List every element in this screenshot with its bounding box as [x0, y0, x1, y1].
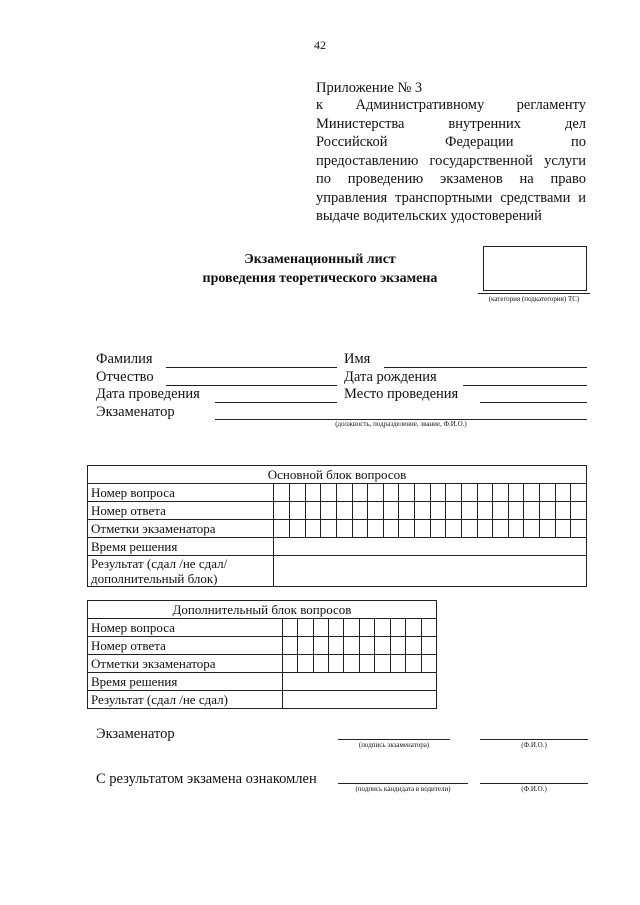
- row-label: Отметки экзаменатора: [88, 520, 274, 538]
- exam-date-field[interactable]: [215, 388, 337, 403]
- row-label: Номер вопроса: [88, 484, 274, 502]
- exam-place-label: Место проведения: [344, 386, 459, 402]
- row-label: Результат (сдал /не сдал): [88, 691, 283, 709]
- table-row: [88, 637, 437, 655]
- table-row: [88, 556, 587, 587]
- result-cell[interactable]: [274, 556, 587, 587]
- candidate-fio-line[interactable]: [480, 783, 588, 784]
- surname-label: Фамилия: [96, 351, 153, 367]
- row-label: Время решения: [88, 538, 274, 556]
- row-label: Номер ответа: [88, 637, 283, 655]
- extra-block-header: Дополнительный блок вопросов: [88, 601, 437, 619]
- result-cell[interactable]: [282, 691, 436, 709]
- category-box[interactable]: [483, 246, 587, 291]
- patronymic-field[interactable]: [166, 371, 337, 386]
- name-field[interactable]: [384, 353, 587, 368]
- exam-place-field[interactable]: [480, 388, 587, 403]
- examiner-signature-line[interactable]: [338, 739, 450, 740]
- row-label: Время решения: [88, 673, 283, 691]
- table-row: [88, 691, 437, 709]
- candidate-sign-caption: (подпись кандидата в водители): [355, 785, 451, 793]
- annex-line: к Административному регламенту: [316, 97, 586, 113]
- surname-field[interactable]: [166, 353, 337, 368]
- patronymic-label: Отчество: [96, 369, 154, 385]
- annex-line: по проведению экзаменов на право: [316, 171, 586, 187]
- table-row: [88, 538, 587, 556]
- annex-body: [316, 96, 586, 226]
- page-number: 42: [314, 38, 326, 52]
- birth-date-label: Дата рождения: [344, 369, 437, 385]
- main-block-header: Основной блок вопросов: [88, 466, 587, 484]
- time-cell[interactable]: [274, 538, 587, 556]
- table-row: [88, 484, 587, 502]
- annex-line: предоставлению государственной услуги: [316, 152, 586, 169]
- main-block-table: [87, 465, 587, 587]
- candidate-fio-caption: (Ф.И.О.): [521, 785, 547, 793]
- exam-date-label: Дата проведения: [96, 386, 200, 402]
- category-caption: (категория (подкатегория) ТС): [478, 293, 590, 303]
- examiner-caption: (должность, подразделение, звание, Ф.И.О.): [335, 420, 467, 428]
- row-label: Номер вопроса: [88, 619, 283, 637]
- annex-line: Министерства внутренних дел: [316, 115, 586, 132]
- candidate-signature-line[interactable]: [338, 783, 468, 784]
- name-label: Имя: [344, 351, 371, 367]
- table-row: [88, 520, 587, 538]
- annex-line: выдаче водительских удостоверений: [316, 208, 542, 224]
- annex-line: Российской Федерации по: [316, 134, 586, 150]
- row-label: Результат (сдал /не сдал/ дополнительный блок): [88, 556, 274, 587]
- examiner-fio-caption: (Ф.И.О.): [521, 741, 547, 749]
- table-row: [88, 655, 437, 673]
- examiner-signature-label: Экзаменатор: [96, 726, 175, 742]
- annex-line: управления транспортными средствами и: [316, 189, 586, 206]
- table-row: [88, 619, 437, 637]
- extra-block-table: [87, 600, 437, 709]
- title-line-2: проведения теоретического экзамена: [202, 271, 438, 286]
- examiner-label: Экзаменатор: [96, 404, 175, 420]
- document-title: [150, 250, 490, 288]
- acquainted-label: С результатом экзамена ознакомлен: [96, 771, 317, 787]
- examiner-field[interactable]: [215, 405, 587, 420]
- examiner-fio-line[interactable]: [480, 739, 588, 740]
- row-label: Номер ответа: [88, 502, 274, 520]
- row-label: Отметки экзаменатора: [88, 655, 283, 673]
- table-row: [88, 502, 587, 520]
- table-row: [88, 673, 437, 691]
- annex-title: Приложение № 3: [316, 80, 423, 96]
- birth-date-field[interactable]: [463, 371, 587, 386]
- title-line-1: Экзаменационный лист: [244, 252, 396, 267]
- time-cell[interactable]: [282, 673, 436, 691]
- examiner-sign-caption: (подпись экзаменатора): [358, 741, 430, 749]
